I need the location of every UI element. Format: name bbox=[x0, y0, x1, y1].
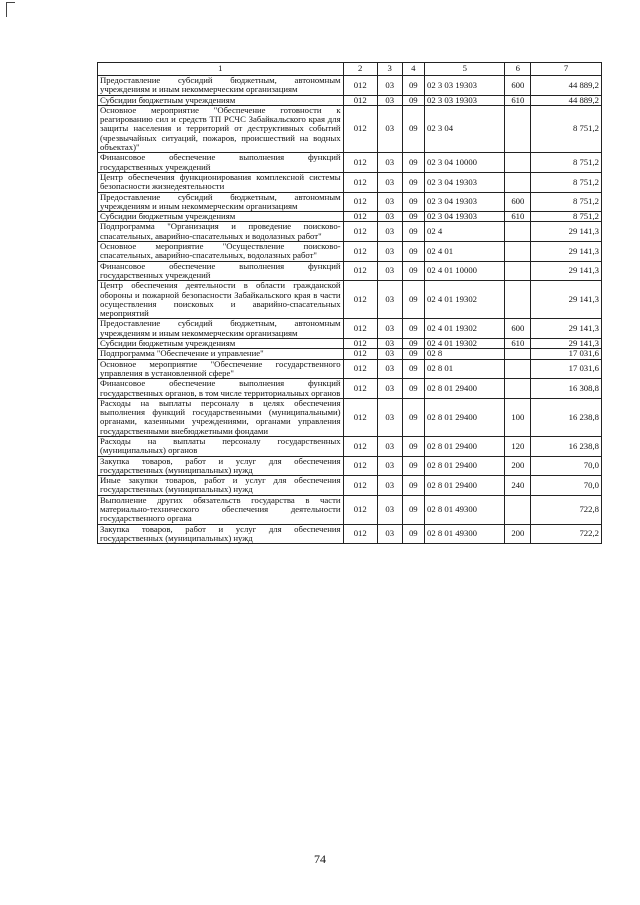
row-expense-type bbox=[505, 242, 531, 262]
row-target-article: 02 3 04 19303 bbox=[425, 192, 505, 212]
row-name: Выполнение других обязательств государства в части материально-технического обеспечения деятельности государственного органа bbox=[98, 495, 344, 524]
row-target-article: 02 4 01 19302 bbox=[425, 319, 505, 339]
row-section: 03 bbox=[377, 456, 402, 476]
row-section: 03 bbox=[377, 242, 402, 262]
row-section: 03 bbox=[377, 319, 402, 339]
row-sum: 8 751,2 bbox=[531, 212, 602, 222]
row-name: Финансовое обеспечение выполнения функций государственных учреждений bbox=[98, 153, 344, 173]
row-grbs: 012 bbox=[343, 261, 377, 281]
row-subsection: 09 bbox=[402, 76, 425, 96]
row-target-article: 02 8 bbox=[425, 349, 505, 359]
row-subsection: 09 bbox=[402, 105, 425, 152]
table-row bbox=[98, 281, 602, 319]
row-name: Финансовое обеспечение выполнения функций государственных учреждений bbox=[98, 261, 344, 281]
row-target-article: 02 8 01 29400 bbox=[425, 379, 505, 399]
row-expense-type bbox=[505, 105, 531, 152]
row-subsection: 09 bbox=[402, 436, 425, 456]
row-target-article: 02 4 01 19302 bbox=[425, 339, 505, 349]
row-subsection: 09 bbox=[402, 476, 425, 496]
row-expense-type: 610 bbox=[505, 95, 531, 105]
row-grbs: 012 bbox=[343, 105, 377, 152]
row-subsection: 09 bbox=[402, 456, 425, 476]
row-target-article: 02 8 01 bbox=[425, 359, 505, 379]
row-subsection: 09 bbox=[402, 339, 425, 349]
row-sum: 29 141,3 bbox=[531, 261, 602, 281]
row-section: 03 bbox=[377, 339, 402, 349]
row-name: Расходы на выплаты персоналу в целях обеспечения выполнения функций государственными (муниципальными) органами, казенными учреждениями, органами управления государственными внебюджетными фондами bbox=[98, 398, 344, 436]
row-section: 03 bbox=[377, 153, 402, 173]
budget-table bbox=[97, 62, 602, 544]
row-grbs: 012 bbox=[343, 524, 377, 544]
table-row bbox=[98, 456, 602, 476]
row-section: 03 bbox=[377, 379, 402, 399]
row-grbs: 012 bbox=[343, 172, 377, 192]
row-sum: 8 751,2 bbox=[531, 105, 602, 152]
table-row bbox=[98, 495, 602, 524]
row-grbs: 012 bbox=[343, 349, 377, 359]
row-expense-type: 100 bbox=[505, 398, 531, 436]
row-expense-type: 610 bbox=[505, 212, 531, 222]
row-name: Основное мероприятие "Осуществление поисково-спасательных, аварийно-спасательных, водолазных работ" bbox=[98, 242, 344, 262]
row-section: 03 bbox=[377, 436, 402, 456]
row-section: 03 bbox=[377, 76, 402, 96]
table-row bbox=[98, 105, 602, 152]
row-section: 03 bbox=[377, 476, 402, 496]
row-grbs: 012 bbox=[343, 398, 377, 436]
row-sum: 44 889,2 bbox=[531, 95, 602, 105]
row-expense-type bbox=[505, 359, 531, 379]
row-sum: 29 141,3 bbox=[531, 242, 602, 262]
row-grbs: 012 bbox=[343, 192, 377, 212]
header-col-3: 3 bbox=[377, 63, 402, 76]
table-row bbox=[98, 95, 602, 105]
row-subsection: 09 bbox=[402, 524, 425, 544]
row-sum: 17 031,6 bbox=[531, 359, 602, 379]
row-subsection: 09 bbox=[402, 192, 425, 212]
row-grbs: 012 bbox=[343, 153, 377, 173]
table-row bbox=[98, 172, 602, 192]
header-row bbox=[98, 63, 602, 76]
row-grbs: 012 bbox=[343, 242, 377, 262]
row-name: Закупка товаров, работ и услуг для обеспечения государственных (муниципальных) нужд bbox=[98, 456, 344, 476]
row-subsection: 09 bbox=[402, 359, 425, 379]
row-grbs: 012 bbox=[343, 319, 377, 339]
row-grbs: 012 bbox=[343, 379, 377, 399]
row-expense-type: 120 bbox=[505, 436, 531, 456]
table-body bbox=[98, 76, 602, 544]
row-target-article: 02 8 01 29400 bbox=[425, 398, 505, 436]
row-name: Субсидии бюджетным учреждениям bbox=[98, 339, 344, 349]
row-sum: 722,2 bbox=[531, 524, 602, 544]
table-row bbox=[98, 524, 602, 544]
table-row bbox=[98, 261, 602, 281]
row-subsection: 09 bbox=[402, 242, 425, 262]
row-expense-type bbox=[505, 261, 531, 281]
row-grbs: 012 bbox=[343, 76, 377, 96]
row-grbs: 012 bbox=[343, 222, 377, 242]
row-grbs: 012 bbox=[343, 281, 377, 319]
row-target-article: 02 3 04 10000 bbox=[425, 153, 505, 173]
row-sum: 8 751,2 bbox=[531, 172, 602, 192]
header-col-2: 2 bbox=[343, 63, 377, 76]
row-expense-type bbox=[505, 153, 531, 173]
row-name: Иные закупки товаров, работ и услуг для обеспечения государственных (муниципальных) нужд bbox=[98, 476, 344, 496]
row-section: 03 bbox=[377, 359, 402, 379]
table-row bbox=[98, 222, 602, 242]
row-subsection: 09 bbox=[402, 153, 425, 173]
row-target-article: 02 8 01 29400 bbox=[425, 456, 505, 476]
table-row bbox=[98, 339, 602, 349]
table-row bbox=[98, 379, 602, 399]
table-row bbox=[98, 319, 602, 339]
row-grbs: 012 bbox=[343, 495, 377, 524]
row-expense-type bbox=[505, 495, 531, 524]
row-section: 03 bbox=[377, 281, 402, 319]
row-expense-type: 600 bbox=[505, 319, 531, 339]
row-expense-type bbox=[505, 172, 531, 192]
row-subsection: 09 bbox=[402, 319, 425, 339]
row-subsection: 09 bbox=[402, 349, 425, 359]
row-expense-type: 200 bbox=[505, 456, 531, 476]
row-expense-type: 240 bbox=[505, 476, 531, 496]
row-section: 03 bbox=[377, 524, 402, 544]
row-name: Субсидии бюджетным учреждениям bbox=[98, 95, 344, 105]
row-sum: 29 141,3 bbox=[531, 339, 602, 349]
row-subsection: 09 bbox=[402, 398, 425, 436]
row-grbs: 012 bbox=[343, 339, 377, 349]
row-name: Подпрограмма "Организация и проведение поисково-спасательных, аварийно-спасательных и водолазных работ" bbox=[98, 222, 344, 242]
row-name: Расходы на выплаты персоналу государственных (муниципальных) органов bbox=[98, 436, 344, 456]
row-sum: 8 751,2 bbox=[531, 192, 602, 212]
row-section: 03 bbox=[377, 192, 402, 212]
header-col-6: 6 bbox=[505, 63, 531, 76]
row-grbs: 012 bbox=[343, 476, 377, 496]
row-subsection: 09 bbox=[402, 212, 425, 222]
row-subsection: 09 bbox=[402, 222, 425, 242]
row-sum: 29 141,3 bbox=[531, 281, 602, 319]
row-grbs: 012 bbox=[343, 359, 377, 379]
corner-mark bbox=[6, 2, 15, 17]
row-name: Основное мероприятие "Обеспечение государственного управления в установленной сфере" bbox=[98, 359, 344, 379]
row-sum: 29 141,3 bbox=[531, 222, 602, 242]
row-target-article: 02 8 01 49300 bbox=[425, 524, 505, 544]
row-expense-type: 600 bbox=[505, 76, 531, 96]
row-subsection: 09 bbox=[402, 261, 425, 281]
table-row bbox=[98, 76, 602, 96]
row-name: Основное мероприятие "Обеспечение готовности к реагированию сил и средств ТП РСЧС Забайкальского края для защиты населения и территорий от деструктивных событий (чрезвычайных ситуаций, пожаров, происшествий на водных объектах)" bbox=[98, 105, 344, 152]
table-row bbox=[98, 476, 602, 496]
row-target-article: 02 4 01 19302 bbox=[425, 281, 505, 319]
row-sum: 44 889,2 bbox=[531, 76, 602, 96]
row-target-article: 02 4 01 bbox=[425, 242, 505, 262]
row-subsection: 09 bbox=[402, 495, 425, 524]
row-subsection: 09 bbox=[402, 379, 425, 399]
row-section: 03 bbox=[377, 398, 402, 436]
row-sum: 70,0 bbox=[531, 456, 602, 476]
row-name: Финансовое обеспечение выполнения функций государственных органов, в том числе территориальных органов bbox=[98, 379, 344, 399]
row-sum: 16 238,8 bbox=[531, 398, 602, 436]
row-sum: 16 238,8 bbox=[531, 436, 602, 456]
row-section: 03 bbox=[377, 495, 402, 524]
row-target-article: 02 8 01 49300 bbox=[425, 495, 505, 524]
row-name: Закупка товаров, работ и услуг для обеспечения государственных (муниципальных) нужд bbox=[98, 524, 344, 544]
table-row bbox=[98, 398, 602, 436]
page-number: 74 bbox=[314, 852, 326, 866]
row-section: 03 bbox=[377, 172, 402, 192]
header-col-1: 1 bbox=[98, 63, 344, 76]
row-section: 03 bbox=[377, 105, 402, 152]
row-expense-type bbox=[505, 281, 531, 319]
table-row bbox=[98, 192, 602, 212]
row-expense-type: 200 bbox=[505, 524, 531, 544]
row-name: Подпрограмма "Обеспечение и управление" bbox=[98, 349, 344, 359]
header-col-5: 5 bbox=[425, 63, 505, 76]
row-sum: 16 308,8 bbox=[531, 379, 602, 399]
row-name: Предоставление субсидий бюджетным, автономным учреждениям и иным некоммерческим организациям bbox=[98, 319, 344, 339]
header-col-7: 7 bbox=[531, 63, 602, 76]
row-expense-type: 600 bbox=[505, 192, 531, 212]
row-subsection: 09 bbox=[402, 95, 425, 105]
row-sum: 8 751,2 bbox=[531, 153, 602, 173]
table-row bbox=[98, 153, 602, 173]
row-name: Центр обеспечения деятельности в области гражданской обороны и пожарной безопасности Забайкальского края в части осуществления поисковых и аварийно-спасательных мероприятий bbox=[98, 281, 344, 319]
row-grbs: 012 bbox=[343, 212, 377, 222]
row-grbs: 012 bbox=[343, 456, 377, 476]
row-sum: 29 141,3 bbox=[531, 319, 602, 339]
table-row bbox=[98, 436, 602, 456]
table-row bbox=[98, 359, 602, 379]
row-grbs: 012 bbox=[343, 95, 377, 105]
row-sum: 17 031,6 bbox=[531, 349, 602, 359]
row-target-article: 02 3 04 19303 bbox=[425, 212, 505, 222]
row-target-article: 02 3 03 19303 bbox=[425, 76, 505, 96]
row-expense-type bbox=[505, 379, 531, 399]
table-row bbox=[98, 212, 602, 222]
row-expense-type: 610 bbox=[505, 339, 531, 349]
row-target-article: 02 8 01 29400 bbox=[425, 436, 505, 456]
row-subsection: 09 bbox=[402, 281, 425, 319]
row-name: Предоставление субсидий бюджетным, автономным учреждениям и иным некоммерческим организациям bbox=[98, 192, 344, 212]
row-name: Предоставление субсидий бюджетным, автономным учреждениям и иным некоммерческим организациям bbox=[98, 76, 344, 96]
header-col-4: 4 bbox=[402, 63, 425, 76]
row-expense-type bbox=[505, 349, 531, 359]
row-section: 03 bbox=[377, 95, 402, 105]
row-target-article: 02 4 bbox=[425, 222, 505, 242]
row-target-article: 02 3 04 19303 bbox=[425, 172, 505, 192]
row-section: 03 bbox=[377, 261, 402, 281]
row-name: Центр обеспечения функционирования комплексной системы безопасности жизнедеятельности bbox=[98, 172, 344, 192]
table-row bbox=[98, 242, 602, 262]
row-section: 03 bbox=[377, 222, 402, 242]
row-sum: 70,0 bbox=[531, 476, 602, 496]
row-target-article: 02 3 04 bbox=[425, 105, 505, 152]
row-target-article: 02 3 03 19303 bbox=[425, 95, 505, 105]
table-row bbox=[98, 349, 602, 359]
row-expense-type bbox=[505, 222, 531, 242]
row-subsection: 09 bbox=[402, 172, 425, 192]
row-section: 03 bbox=[377, 349, 402, 359]
row-target-article: 02 4 01 10000 bbox=[425, 261, 505, 281]
row-section: 03 bbox=[377, 212, 402, 222]
row-grbs: 012 bbox=[343, 436, 377, 456]
row-name: Субсидии бюджетным учреждениям bbox=[98, 212, 344, 222]
row-target-article: 02 8 01 29400 bbox=[425, 476, 505, 496]
row-sum: 722,8 bbox=[531, 495, 602, 524]
